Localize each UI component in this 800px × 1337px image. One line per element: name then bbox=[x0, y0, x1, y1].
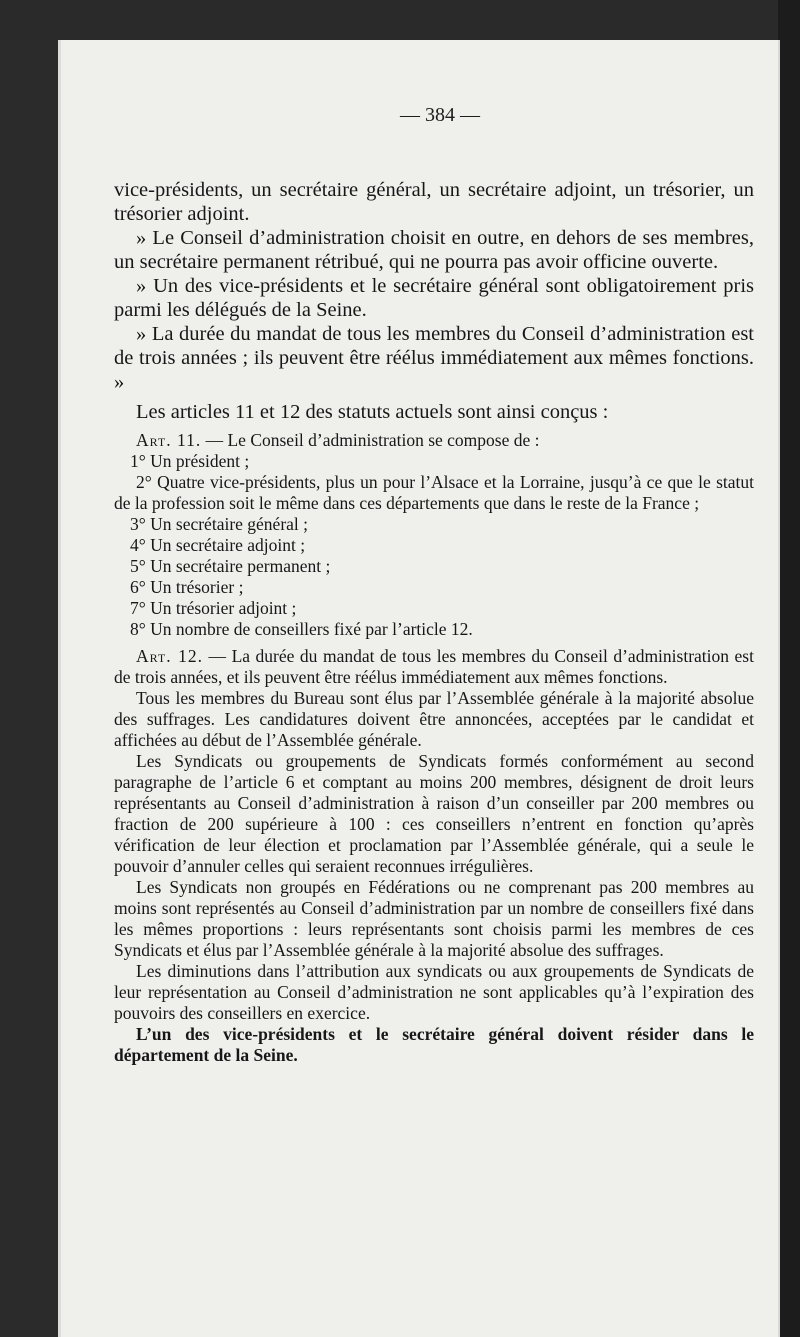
article-12-label: Art. 12. bbox=[136, 646, 204, 666]
paragraph-1: vice-présidents, un secrétaire général, un secrétaire adjoint, un trésorier, un trésorier adjoint. bbox=[114, 179, 754, 225]
scan-background-top bbox=[0, 0, 800, 40]
article-11-item-2: 2° Quatre vice-présidents, plus un pour l’Alsace et la Lorraine, jusqu’à ce que le statut de la profession soit le même dans ces départements que dans le reste de la France ; bbox=[114, 472, 754, 513]
paragraph-lead-in: Les articles 11 et 12 des statuts actuels sont ainsi conçus : bbox=[136, 401, 609, 423]
article-12-paragraph-4: Les diminutions dans l’attribution aux syndicats ou aux groupements de Syndicats de leur représentation au Conseil d’administration ne sont applicables qu’à l’expiration des pouvoirs des conseillers en exercice. bbox=[114, 961, 754, 1023]
article-11-item-6: 6° Un trésorier ; bbox=[130, 577, 244, 597]
article-11-heading bbox=[114, 430, 754, 451]
article-11-intro: — Le Conseil d’administration se compose de : bbox=[201, 430, 540, 450]
article-11-item-5: 5° Un secrétaire permanent ; bbox=[130, 556, 331, 576]
article-11-item-7: 7° Un trésorier adjoint ; bbox=[130, 598, 297, 618]
article-12-intro: — La durée du mandat de tous les membres du Conseil d’administration est de trois années, et ils peuvent être réélus immédiatement aux mêmes fonctions. bbox=[114, 646, 754, 687]
scan-background-right bbox=[778, 0, 800, 1337]
article-11-item-3: 3° Un secrétaire général ; bbox=[130, 514, 309, 534]
article-12-paragraph-5: L’un des vice-présidents et le secrétaire général doivent résider dans le département de la Seine. bbox=[114, 1024, 754, 1065]
article-11-label: Art. 11. bbox=[136, 430, 202, 450]
article-11-item-1: 1° Un président ; bbox=[130, 451, 250, 471]
page-number: — 384 — bbox=[400, 104, 480, 126]
paragraph-3: » Un des vice-présidents et le secrétaire général sont obligatoirement pris parmi les délégués de la Seine. bbox=[114, 275, 754, 321]
article-12-paragraph-1: Tous les membres du Bureau sont élus par l’Assemblée générale à la majorité absolue des suffrages. Les candidatures doivent être annoncées, acceptées par le candidat et affichées au début de l’Assemblée générale. bbox=[114, 688, 754, 750]
article-12-heading bbox=[114, 646, 754, 688]
article-11-item-8: 8° Un nombre de conseillers fixé par l’article 12. bbox=[130, 619, 473, 639]
paragraph-4: » La durée du mandat de tous les membres du Conseil d’administration est de trois années ; ils peuvent être réélus immédiatement aux mêmes fonctions. » bbox=[114, 323, 754, 393]
page-text bbox=[114, 178, 754, 1066]
article-11-item-4: 4° Un secrétaire adjoint ; bbox=[130, 535, 306, 555]
article-12-paragraph-2: Les Syndicats ou groupements de Syndicats formés conformément au second paragraphe de l’article 6 et comptant au moins 200 membres, désignent de droit leurs représentants au Conseil d’administration à raison d’un conseiller par 200 membres ou fraction de 200 supérieure à 100 : ces conseillers n’entrent en fonction qu’après vérification de leur élection et proclamation par l’Assemblée générale, qui a seule le pouvoir d’annuler celles qui seraient reconnues irrégulières. bbox=[114, 751, 754, 876]
paragraph-2: » Le Conseil d’administration choisit en outre, en dehors de ses membres, un secrétaire permanent rétribué, qui ne pourra pas avoir officine ouverte. bbox=[114, 227, 754, 273]
article-12-paragraph-3: Les Syndicats non groupés en Fédérations ou ne comprenant pas 200 membres au moins sont représentés au Conseil d’administration par un nombre de conseillers fixé dans les mêmes proportions : leurs représentants sont choisis parmi les membres de ces Syndicats et élus par l’Assemblée générale à la majorité absolue des suffrages. bbox=[114, 877, 754, 960]
